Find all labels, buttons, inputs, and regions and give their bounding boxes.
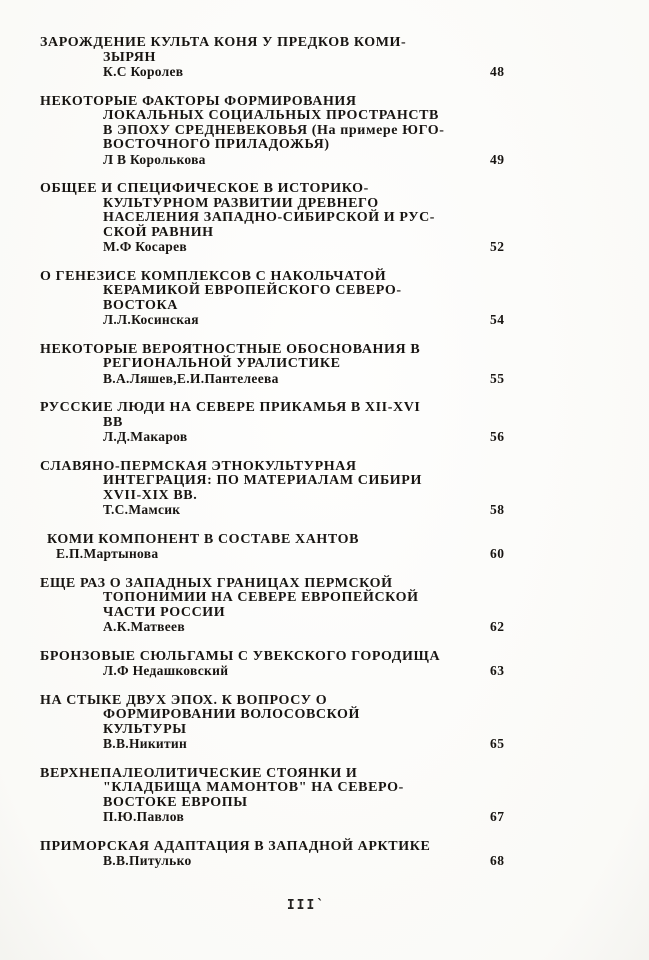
title-line: ВОСТОКЕ ЕВРОПЫ [103,794,248,810]
entry-author: Л.Ф Недашковский [103,663,229,678]
title-line: ВВ [103,414,123,430]
title-line: ТОПОНИМИИ НА СЕВЕРЕ ЕВРОПЕЙСКОЙ [103,590,419,605]
toc-entry [40,694,619,752]
entry-author-line [40,65,619,80]
entry-author: П.Ю.Павлов [103,809,185,824]
title-line: ВЕРХНЕПАЛЕОЛИТИЧЕСКИЕ СТОЯНКИ И [40,765,358,781]
entry-author: Л.Л.Косинская [103,312,199,327]
entry-author-line [40,810,619,825]
entry-page-number: 60 [490,546,505,561]
entry-title [40,401,619,430]
entry-title [40,95,619,153]
entry-author-line [40,372,619,387]
entry-title [40,650,619,665]
entry-author-line [40,854,619,869]
entry-author-line [40,153,619,168]
title-line: БРОНЗОВЫЕ СЮЛЬГАМЫ С УВЕКСКОГО ГОРОДИЩА [40,648,441,664]
entry-author: М.Ф Косарев [103,239,187,254]
entry-title [40,270,619,314]
entry-author: Т.С.Мамсик [103,502,181,517]
entry-title [40,840,619,855]
title-line: ОБЩЕЕ И СПЕЦИФИЧЕСКОЕ В ИСТОРИКО- [40,181,369,196]
entry-page-number: 56 [490,429,505,444]
title-line: ВОСТОЧНОГО ПРИЛАДОЖЬЯ) [103,137,330,152]
entry-author: В.В.Питулько [103,853,192,868]
toc-entry [40,401,619,445]
title-line: НАСЕЛЕНИЯ ЗАПАДНО-СИБИРСКОЙ И РУС- [103,210,436,225]
entry-author-line [40,664,619,679]
entry-author-line [40,547,619,562]
title-line: О ГЕНЕЗИСЕ КОМПЛЕКСОВ С НАКОЛЬЧАТОЙ [40,268,387,284]
entry-author-line [40,620,619,635]
entry-author: К.С Королев [103,64,184,79]
toc-entry [40,95,619,168]
title-line: РЕГИОНАЛЬНОЙ УРАЛИСТИКЕ [103,356,341,371]
entry-page-number: 62 [490,619,505,634]
entry-title [40,343,619,372]
entry-title [40,182,619,240]
entry-title [40,36,619,65]
entry-author-line [40,430,619,445]
title-line: В ЭПОХУ СРЕДНЕВЕКОВЬЯ (На примере ЮГО- [103,122,445,138]
title-line: XVII-XIX ВВ. [103,487,198,503]
title-line: НА СТЫКЕ ДВУХ ЭПОХ. К ВОПРОСУ О [40,692,328,708]
title-line: НЕКОТОРЫЕ ВЕРОЯТНОСТНЫЕ ОБОСНОВАНИЯ В [40,341,421,357]
title-line: КЕРАМИКОЙ ЕВРОПЕЙСКОГО СЕВЕРО- [103,283,402,298]
title-line: ЕЩЕ РАЗ О ЗАПАДНЫХ ГРАНИЦАХ ПЕРМСКОЙ [40,575,393,591]
title-line: РУССКИЕ ЛЮДИ НА СЕВЕРЕ ПРИКАМЬЯ В XII-XVI [40,400,421,415]
entry-page-number: 68 [490,853,505,868]
title-line: ВОСТОКА [103,297,179,313]
entry-title [40,767,619,811]
entry-author: В.А.Ляшев,Е.И.Пантелеева [103,370,279,386]
title-line: ЛОКАЛЬНЫХ СОЦИАЛЬНЫХ ПРОСТРАНСТВ [103,108,439,123]
title-line: КОМИ КОМПОНЕНТ В СОСТАВЕ ХАНТОВ [47,531,360,547]
entry-page-number: 58 [490,502,505,517]
title-line: СКОЙ РАВНИН [103,224,214,240]
toc-entry [40,650,619,679]
title-line: ФОРМИРОВАНИИ ВОЛОСОВСКОЙ [103,707,361,722]
toc-entry [40,270,619,328]
toc-entry [40,840,619,869]
entry-page-number: 65 [490,736,505,751]
title-line: ПРИМОРСКАЯ АДАПТАЦИЯ В ЗАПАДНОЙ АРКТИКЕ [40,838,431,854]
entry-page-number: 52 [490,239,505,254]
toc-entry [40,767,619,825]
entry-title [40,460,619,504]
entry-author-line [40,737,619,752]
toc-entry [40,182,619,255]
entry-page-number: 67 [490,809,505,824]
entry-author-line [40,240,619,255]
toc-entry [40,577,619,635]
entry-author: В.В.Никитин [103,736,188,751]
title-line: ЗЫРЯН [103,49,156,65]
title-line: ЧАСТИ РОССИИ [103,604,226,620]
entry-author: Л.Д.Макаров [103,429,188,444]
toc-entry [40,36,619,80]
entry-author-line [40,503,619,518]
toc-entry [40,343,619,387]
entry-author: А.К.Матвеев [103,619,185,634]
title-line: СЛАВЯНО-ПЕРМСКАЯ ЭТНОКУЛЬТУРНАЯ [40,458,357,474]
title-line: КУЛЬТУРНОМ РАЗВИТИИ ДРЕВНЕГО [103,195,379,211]
entry-author: Л В Королькова [103,151,206,167]
entry-page-number: 63 [490,663,505,678]
entry-page-number: 54 [490,312,505,327]
entry-title [40,533,619,548]
title-line: КУЛЬТУРЫ [103,721,187,737]
title-line: ИНТЕГРАЦИЯ: ПО МАТЕРИАЛАМ СИБИРИ [103,473,422,488]
entry-page-number: 49 [490,151,505,167]
toc-entry [40,533,619,562]
title-line: НЕКОТОРЫЕ ФАКТОРЫ ФОРМИРОВАНИЯ [40,93,357,109]
entry-title [40,577,619,621]
toc-entry [40,460,619,518]
page-number-footer: III` [286,898,327,913]
title-line: "КЛАДБИЩА МАМОНТОВ" НА СЕВЕРО- [103,780,404,795]
entry-page-number: 48 [490,64,505,79]
entry-page-number: 55 [490,370,505,386]
title-line: ЗАРОЖДЕНИЕ КУЛЬТА КОНЯ У ПРЕДКОВ КОМИ- [40,35,407,50]
entry-author: Е.П.Мартынова [56,546,159,561]
entry-author-line [40,313,619,328]
entry-title [40,694,619,738]
